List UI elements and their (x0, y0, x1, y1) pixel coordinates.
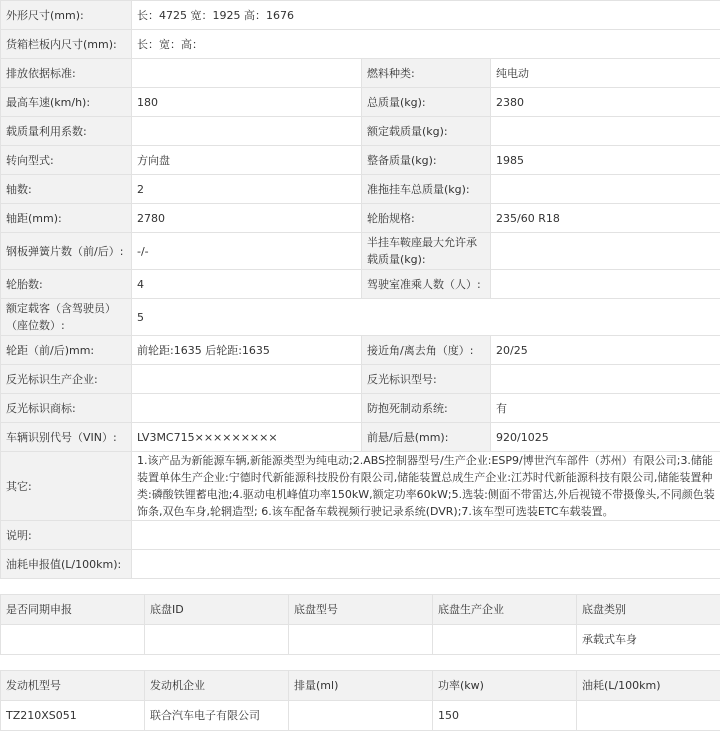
cargo-size-value: 长：宽：高： (132, 30, 720, 59)
fuel-value: 纯电动 (491, 59, 720, 88)
spec-row (1, 175, 720, 204)
table-cell (289, 625, 433, 655)
spec-row (1, 452, 720, 521)
spec-row (1, 336, 720, 365)
other-value: 1.该产品为新能源车辆,新能源类型为纯电动;2.ABS控制器型号/生产企业:ESP9/博世汽车部件（苏州）有限公司;3.储能装置单体生产企业:宁德时代新能源科技股份有限公司,储能装置总成生产企业:江苏时代新能源科技有限公司,储能装置种类:磷酸铁锂蓄电池;4.驱动电机峰值功率150kW,额定功率60kW;5.选装:侧面不带雷达,外后视镜不带摄像头,不同颜色装饰条,双色车身,轮辋造型; 6.该车配备车载视频行驶记录系统(DVR);7.该车型可选装ETC车载装置。 (132, 452, 720, 521)
rated-load-value (491, 117, 720, 146)
cargo-size-label: 货箱栏板内尺寸(mm): (1, 30, 132, 59)
passengers-label: 额定载客（含驾驶员）（座位数）: (1, 299, 132, 336)
steering-label: 转向型式: (1, 146, 132, 175)
table-cell: 联合汽车电子有限公司 (145, 701, 289, 731)
abs-value: 有 (491, 394, 720, 423)
note-value (132, 521, 720, 550)
spec-row (1, 270, 720, 299)
table-header-row (1, 671, 720, 701)
table-cell: TZ210XS051 (1, 701, 145, 731)
vin-value: LV3MC715××××××××× (132, 423, 362, 452)
tire-label: 轮胎规格: (362, 204, 491, 233)
table-row (1, 701, 720, 731)
other-label: 其它: (1, 452, 132, 521)
axles-label: 轴数: (1, 175, 132, 204)
table-cell (145, 625, 289, 655)
column-header: 是否同期申报 (1, 595, 145, 625)
emission-value (132, 59, 362, 88)
track-label: 轮距（前/后)mm: (1, 336, 132, 365)
total-mass-label: 总质量(kg): (362, 88, 491, 117)
max-speed-value: 180 (132, 88, 362, 117)
fuel-label: 燃料种类: (362, 59, 491, 88)
overhang-label: 前悬/后悬(mm): (362, 423, 491, 452)
engine-table (0, 670, 720, 731)
spec-row (1, 365, 720, 394)
semi-trailer-label: 半挂车鞍座最大允许承载质量(kg): (362, 233, 491, 270)
spec-row (1, 146, 720, 175)
reflector-maker-value (132, 365, 362, 394)
spec-row (1, 521, 720, 550)
spec-row (1, 233, 720, 270)
wheelbase-label: 轴距(mm): (1, 204, 132, 233)
overhang-value: 920/1025 (491, 423, 720, 452)
reflector-brand-label: 反光标识商标: (1, 394, 132, 423)
spring-value: -/- (132, 233, 362, 270)
column-header: 发动机型号 (1, 671, 145, 701)
spec-row (1, 204, 720, 233)
section-gap (0, 655, 720, 670)
table-cell: 150 (433, 701, 577, 731)
curb-mass-label: 整备质量(kg): (362, 146, 491, 175)
table-cell: 承载式车身 (577, 625, 720, 655)
tire-count-label: 轮胎数: (1, 270, 132, 299)
column-header: 排量(ml) (289, 671, 433, 701)
reflector-maker-label: 反光标识生产企业: (1, 365, 132, 394)
emission-label: 排放依据标准: (1, 59, 132, 88)
table-row (1, 625, 720, 655)
chassis-table (0, 594, 720, 655)
vin-label: 车辆识别代号（VIN）: (1, 423, 132, 452)
trailer-mass-value (491, 175, 720, 204)
spec-row (1, 88, 720, 117)
semi-trailer-value (491, 233, 720, 270)
spec-row (1, 550, 720, 579)
spring-label: 钢板弹簧片数（前/后）: (1, 233, 132, 270)
note-label: 说明: (1, 521, 132, 550)
load-ratio-value (132, 117, 362, 146)
outer-size-value: 长：4725 宽：1925 高：1676 (132, 1, 720, 30)
spec-row (1, 299, 720, 336)
outer-size-label: 外形尺寸(mm): (1, 1, 132, 30)
tire-count-value: 4 (132, 270, 362, 299)
spec-row (1, 117, 720, 146)
table-cell (433, 625, 577, 655)
load-ratio-label: 载质量利用系数: (1, 117, 132, 146)
reflector-brand-value (132, 394, 362, 423)
passengers-value: 5 (132, 299, 720, 336)
table-cell (577, 701, 720, 731)
spec-row (1, 30, 720, 59)
spec-row (1, 59, 720, 88)
fuel-decl-value (132, 550, 720, 579)
curb-mass-value: 1985 (491, 146, 720, 175)
column-header: 底盘ID (145, 595, 289, 625)
steering-value: 方向盘 (132, 146, 362, 175)
column-header: 底盘类别 (577, 595, 720, 625)
rated-load-label: 额定载质量(kg): (362, 117, 491, 146)
angle-label: 接近角/离去角（度）: (362, 336, 491, 365)
track-value: 前轮距:1635 后轮距:1635 (132, 336, 362, 365)
section-gap (0, 579, 720, 594)
abs-label: 防抱死制动系统: (362, 394, 491, 423)
axles-value: 2 (132, 175, 362, 204)
wheelbase-value: 2780 (132, 204, 362, 233)
column-header: 发动机企业 (145, 671, 289, 701)
max-speed-label: 最高车速(km/h): (1, 88, 132, 117)
column-header: 油耗(L/100km) (577, 671, 720, 701)
column-header: 底盘型号 (289, 595, 433, 625)
fuel-decl-label: 油耗申报值(L/100km): (1, 550, 132, 579)
column-header: 底盘生产企业 (433, 595, 577, 625)
total-mass-value: 2380 (491, 88, 720, 117)
angle-value: 20/25 (491, 336, 720, 365)
column-header: 功率(kw) (433, 671, 577, 701)
reflector-model-label: 反光标识型号: (362, 365, 491, 394)
spec-row (1, 423, 720, 452)
trailer-mass-label: 准拖挂车总质量(kg): (362, 175, 491, 204)
cab-seats-value (491, 270, 720, 299)
table-cell (1, 625, 145, 655)
reflector-model-value (491, 365, 720, 394)
spec-row (1, 394, 720, 423)
table-header-row (1, 595, 720, 625)
cab-seats-label: 驾驶室准乘人数（人）: (362, 270, 491, 299)
tire-value: 235/60 R18 (491, 204, 720, 233)
spec-row (1, 1, 720, 30)
table-cell (289, 701, 433, 731)
